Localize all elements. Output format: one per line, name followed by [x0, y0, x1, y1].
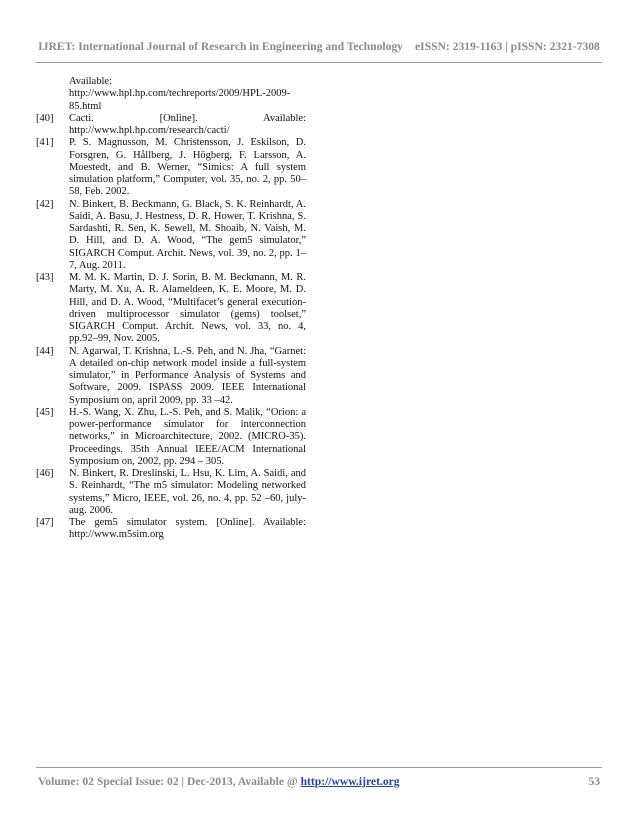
reference-item	[36, 272, 306, 346]
reference-number: [41]	[36, 137, 54, 149]
reference-text: P. S. Magnusson, M. Christensson, J. Eskilson, D. Forsgren, G. Hållberg, J. Högberg, F. Larsson, A. Moestedt, and B. Werner, “Simics: A full system simulation platform,” Computer, vol. 35, no. 2, pp. 50–58, Feb. 2002.	[69, 137, 306, 198]
reference-number: [43]	[36, 272, 54, 283]
reference-item	[36, 113, 306, 138]
journal-title: IJRET: International Journal of Research in Engineering and Technology	[38, 40, 403, 53]
reference-text: The gem5 simulator system. [Online]. Available:	[69, 517, 306, 528]
reference-item	[36, 407, 306, 468]
footer-text: Volume: 02 Special Issue: 02 | Dec-2013, Available @	[38, 775, 301, 788]
reference-item	[36, 517, 306, 542]
continuation-line: Available:	[69, 76, 112, 87]
footer-rule	[36, 767, 602, 768]
reference-text: N. Agarwal, T. Krishna, L.-S. Peh, and N. Jha, “Garnet: A detailed on-chip network model inside a full-system simulator,” in Performance Analysis of Systems and Software, 2009. ISPASS 2009. IEEE International Symposium on, april 2009, pp. 33 –42.	[69, 345, 306, 406]
continuation-url-end: 85.html	[69, 100, 102, 112]
reference-list	[36, 76, 306, 542]
reference-url: http://www.hpl.hp.com/research/cacti/	[69, 125, 230, 136]
reference-text: N. Binkert, R. Dreslinski, L. Hsu, K. Lim, A. Saidi, and S. Reinhardt, “The m5 simulator: Modeling networked systems,” Micro, IEEE, vol. 26, no. 4, pp. 52 –60, july-aug. 2006.	[69, 468, 306, 516]
journal-link[interactable]: http://www.ijret.org	[300, 775, 400, 788]
reference-number: [44]	[36, 345, 54, 357]
reference-continuation	[36, 76, 306, 113]
reference-number: [40]	[36, 112, 54, 124]
reference-number: [42]	[36, 198, 54, 210]
footer-volume-info	[38, 775, 400, 788]
reference-item	[36, 468, 306, 517]
continuation-url: http://www.hpl.hp.com/techreports/2009/HPL-2009-	[69, 88, 291, 100]
reference-url: http://www.m5sim.org	[69, 529, 164, 541]
reference-item	[36, 199, 306, 273]
page-number: 53	[588, 775, 600, 788]
issn-info: eISSN: 2319-1163 | pISSN: 2321-7308	[414, 40, 600, 53]
reference-number: [46]	[36, 468, 54, 479]
header-rule	[36, 62, 602, 63]
reference-text: Cacti. [Online]. Available:	[69, 112, 306, 124]
reference-text: H.-S. Wang, X. Zhu, L.-S. Peh, and S. Malik, “Orion: a power-performance simulator for interconnection networks,” in Microarchitecture, 2002. (MICRO-35). Proceedings. 35th Annual IEEE/ACM International Symposium on, 2002, pp. 294 – 305.	[69, 406, 306, 467]
reference-number: [47]	[36, 517, 54, 528]
reference-item	[36, 137, 306, 198]
page-footer	[38, 775, 600, 788]
reference-text: M. M. K. Martin, D. J. Sorin, B. M. Beckmann, M. R. Marty, M. Xu, A. R. Alameldeen, K. E. Moore, M. D. Hill, and D. A. Wood, “Multifacet’s general execution-driven multiprocessor simulator (gems) toolset,” SIGARCH Comput. Archit. News, vol. 33, no. 4, pp.92–99, Nov. 2005.	[69, 272, 306, 345]
reference-text: N. Binkert, B. Beckmann, G. Black, S. K. Reinhardt, A. Saidi, A. Basu, J. Hestness, D. R. Hower, T. Krishna, S. Sardashti, R. Sen, K. Sewell, M. Shoaib, N. Vaish, M. D. Hill, and D. A. Wood, “The gem5 simulator,” SIGARCH Comput. Archit. News, vol. 39, no. 2, pp. 1–7, Aug. 2011.	[69, 198, 306, 271]
reference-item	[36, 346, 306, 407]
reference-number: [45]	[36, 406, 54, 418]
page-header	[0, 40, 638, 53]
